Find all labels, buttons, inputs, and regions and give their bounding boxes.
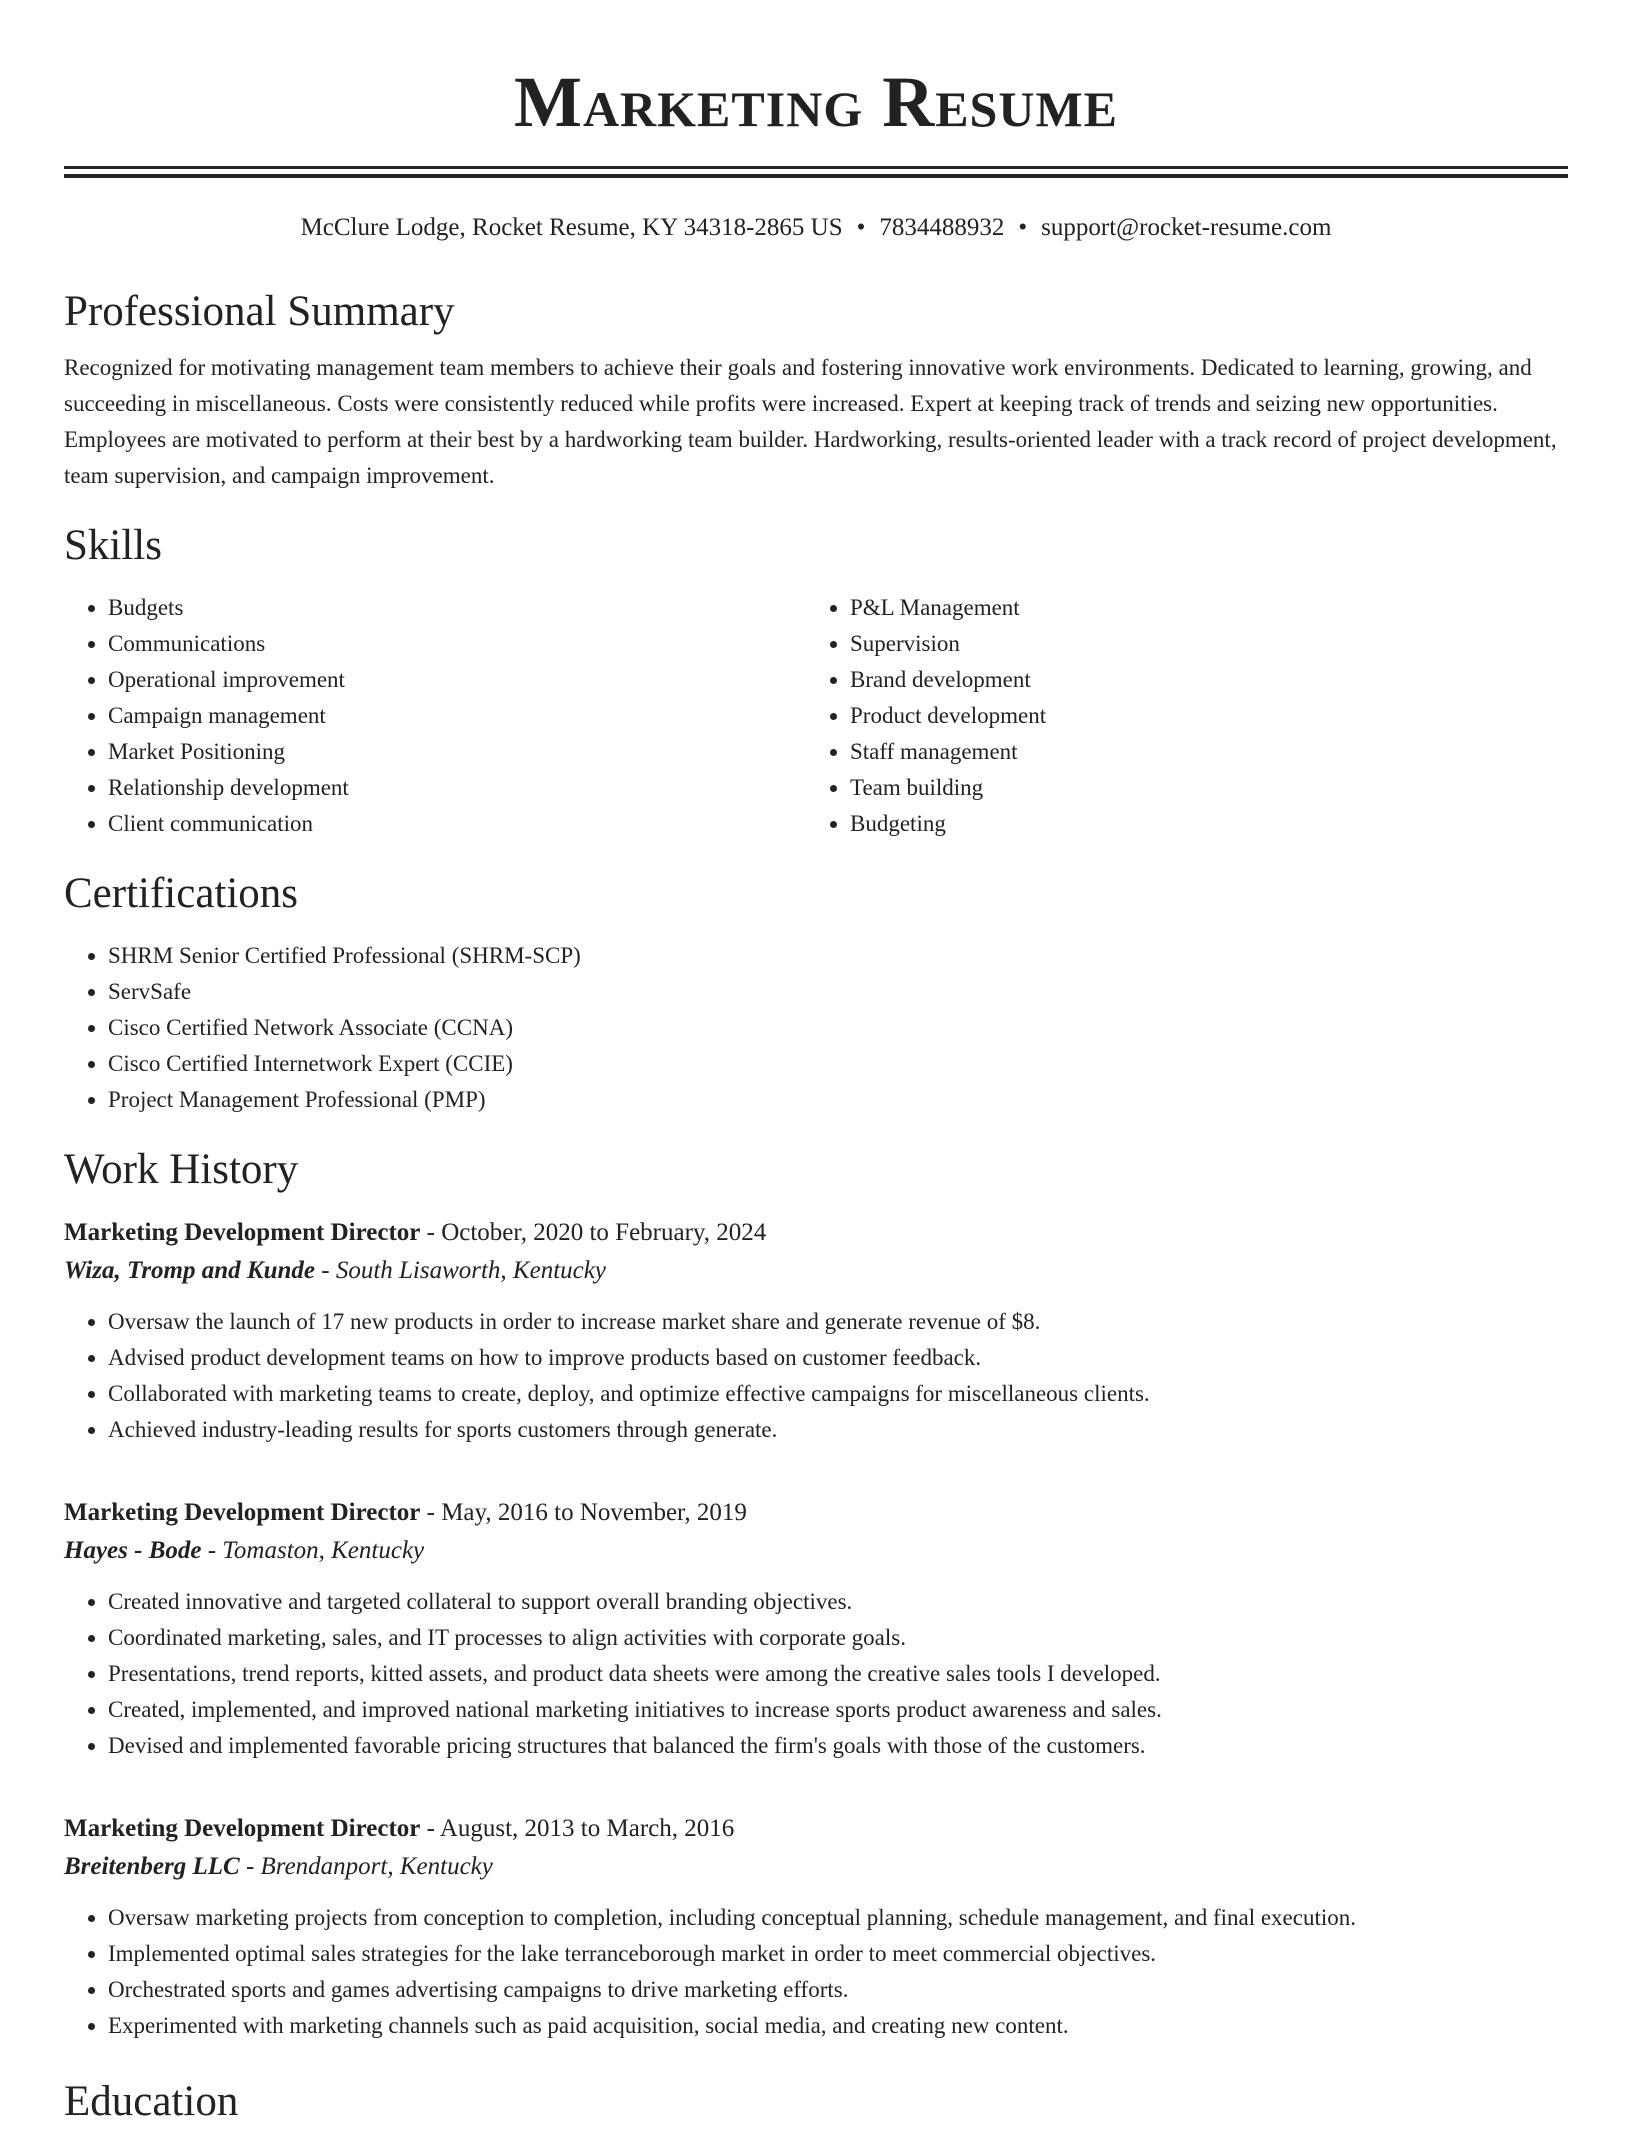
job-company: Wiza, Tromp and Kunde [64, 1257, 315, 1284]
contact-address: McClure Lodge, Rocket Resume, KY 34318-2865 US [300, 214, 843, 241]
job-title-line [64, 1494, 1568, 1532]
job-entry [64, 1810, 1568, 2044]
job-bullet: • Coordinated marketing, sales, and IT processes to align activities with corporate goals. [108, 1620, 1568, 1656]
contact-separator: • [856, 214, 866, 241]
summary-text: Recognized for motivating management team members to achieve their goals and fostering innovative work environments. Dedicated to learning, growing, and succeeding in miscellaneous. Costs were consistently reduced while profits were increased. Expert at keeping track of trends and seizing new opportunities. Employees are motivated to perform at their best by a hardworking team builder. Hardworking, results-oriented leader with a track record of project development, team supervision, and campaign improvement. [64, 355, 1557, 488]
job-dates: August, 2013 to March, 2016 [439, 1815, 735, 1842]
job-bullets [64, 1584, 1568, 1764]
skill-item: • Team building [850, 770, 1548, 806]
job-bullet: • Oversaw the launch of 17 new products in order to increase market share and generate revenue of $8. [108, 1304, 1568, 1340]
job-bullet: • Devised and implemented favorable pricing structures that balanced the firm's goals with those of the customers. [108, 1728, 1568, 1764]
section-heading-summary: Professional Summary [64, 288, 455, 335]
job-title-line [64, 1810, 1568, 1848]
dash-separator: - [420, 1219, 442, 1246]
job-bullet: • Implemented optimal sales strategies for the lake terranceborough market in order to meet commercial objectives. [108, 1936, 1568, 1972]
resume-page [64, 0, 1568, 2130]
job-location: Brendanport, Kentucky [260, 1853, 493, 1880]
skill-item: • Client communication [108, 806, 806, 842]
job-location: South Lisaworth, Kentucky [335, 1257, 606, 1284]
certification-item: • Cisco Certified Network Associate (CCNA) [108, 1010, 1568, 1046]
skill-item: • Staff management [850, 734, 1548, 770]
job-company: Breitenberg LLC [64, 1853, 240, 1880]
job-bullets [64, 1900, 1568, 2044]
job-title: Marketing Development Director [64, 1499, 421, 1526]
job-dates: October, 2020 to February, 2024 [441, 1219, 767, 1246]
certification-item: • Project Management Professional (PMP) [108, 1082, 1568, 1118]
skill-item: • Operational improvement [108, 662, 806, 698]
job-bullet: • Created innovative and targeted collateral to support overall branding objectives. [108, 1584, 1568, 1620]
job-bullet: • Advised product development teams on how to improve products based on customer feedback. [108, 1340, 1568, 1376]
dash-separator: - [420, 1815, 440, 1842]
job-bullets [64, 1304, 1568, 1448]
skill-item: • Supervision [850, 626, 1548, 662]
section-heading-certifications: Certifications [64, 870, 299, 917]
contact-phone: 7834488932 [879, 214, 1005, 241]
job-title: Marketing Development Director [64, 1815, 421, 1842]
section-heading-skills: Skills [64, 522, 162, 569]
skill-item: • Budgeting [850, 806, 1548, 842]
skill-item: • Campaign management [108, 698, 806, 734]
contact-line [64, 210, 1568, 246]
skill-item: • Brand development [850, 662, 1548, 698]
job-entry [64, 1214, 1568, 1448]
skill-item: • Market Positioning [108, 734, 806, 770]
page-title: Marketing Resume [513, 62, 1119, 142]
job-company-line [64, 1532, 1568, 1570]
skills-list-right [806, 590, 1548, 842]
job-location: Tomaston, Kentucky [222, 1537, 425, 1564]
job-bullet: • Created, implemented, and improved national marketing initiatives to increase sports product awareness and sales. [108, 1692, 1568, 1728]
dash-separator: - [420, 1499, 442, 1526]
skills-grid [64, 590, 1568, 842]
skill-item: • Product development [850, 698, 1548, 734]
certification-item: • SHRM Senior Certified Professional (SHRM-SCP) [108, 938, 1568, 974]
dash-separator: - [314, 1257, 336, 1284]
skill-item: • Budgets [108, 590, 806, 626]
dash-separator: - [239, 1853, 261, 1880]
job-bullet: • Orchestrated sports and games advertising campaigns to drive marketing efforts. [108, 1972, 1568, 2008]
certification-item: • ServSafe [108, 974, 1568, 1010]
title-divider [64, 166, 1568, 178]
contact-email: support@rocket-resume.com [1041, 214, 1332, 241]
job-company: Hayes - Bode [64, 1537, 202, 1564]
job-bullet: • Collaborated with marketing teams to create, deploy, and optimize effective campaigns for miscellaneous clients. [108, 1376, 1568, 1412]
skill-item: • Relationship development [108, 770, 806, 806]
certifications-list [64, 938, 1568, 1118]
contact-separator: • [1018, 214, 1028, 241]
skills-column-left [64, 590, 806, 842]
job-bullet: • Achieved industry-leading results for sports customers through generate. [108, 1412, 1568, 1448]
job-dates: May, 2016 to November, 2019 [441, 1499, 747, 1526]
job-title: Marketing Development Director [64, 1219, 421, 1246]
skill-item: • P&L Management [850, 590, 1548, 626]
skills-column-right [806, 590, 1548, 842]
skill-item: • Communications [108, 626, 806, 662]
job-bullet: • Presentations, trend reports, kitted assets, and product data sheets were among the creative sales tools I developed. [108, 1656, 1568, 1692]
job-company-line [64, 1252, 1568, 1290]
job-title-line [64, 1214, 1568, 1252]
dash-separator: - [201, 1537, 223, 1564]
section-heading-education: Education [64, 2078, 239, 2125]
job-bullet: • Oversaw marketing projects from conception to completion, including conceptual planning, schedule management, and final execution. [108, 1900, 1568, 1936]
job-entry [64, 1494, 1568, 1764]
certification-item: • Cisco Certified Internetwork Expert (CCIE) [108, 1046, 1568, 1082]
skills-list-left [64, 590, 806, 842]
job-bullet: • Experimented with marketing channels such as paid acquisition, social media, and creating new content. [108, 2008, 1568, 2044]
job-company-line [64, 1848, 1568, 1886]
section-heading-work-history: Work History [64, 1146, 299, 1193]
